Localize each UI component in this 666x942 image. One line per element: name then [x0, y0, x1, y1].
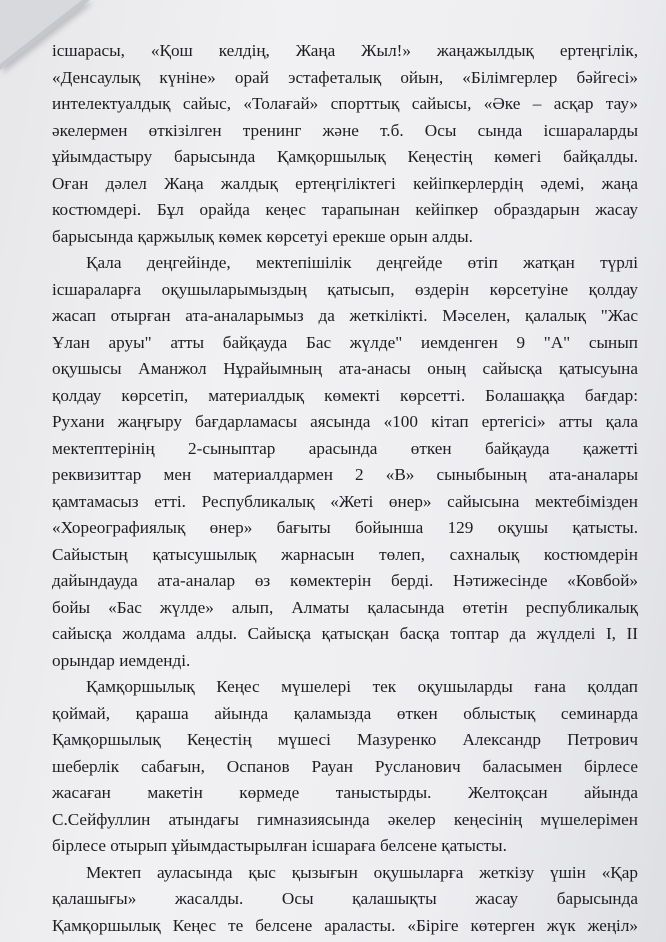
text-line: Оған дәлел Жаңа жалдық ертеңгіліктегі кейіпкерлердің әдемі, жаңа — [52, 173, 638, 193]
text-line: барысында қаржылық көмек көрсетуі ерекше орын алды. — [52, 226, 473, 246]
text-line: «Денсаулық күніне» орай эстафеталық ойын, «Білімгерлер бәйгесі» — [52, 67, 638, 87]
text-line: реквизиттар мен материалдармен 2 «В» сыныбының ата-аналары — [52, 465, 638, 484]
text-line: костюмдері. Бұл орайда кеңес тарапынан кейіпкер образдарын жасау — [52, 200, 638, 219]
text-line: С.Сейфуллин атындағы гимназиясында әкелер кеңесінің мүшелерімен — [52, 809, 638, 829]
paragraph-2 — [52, 250, 638, 674]
text-line: Ұлан аруы" атты байқауда Бас жүлде" иемденген 9 "А" сынып — [52, 332, 638, 352]
folded-corner-inner — [0, 0, 82, 64]
document-body — [52, 38, 638, 939]
paragraph-3 — [52, 674, 638, 860]
text-line: дайындауда ата-аналар өз көмектерін берді. Нәтижесінде «Ковбой» — [52, 571, 638, 590]
paragraph-1 — [52, 38, 638, 250]
text-line: Қамқоршылық Кеңес мүшелері тек оқушыларды ғана қолдап — [86, 677, 638, 696]
text-line: ұйымдастыру барысында Қамқоршылық Кеңестің көмегі байқалды. — [52, 147, 638, 166]
text-line: Қамқоршылық Кеңес те белсене араласты. «Біріге көтерген жүк жеңіл» — [52, 915, 638, 935]
text-line: мектептерінің 2-сыныптар арасында өткен байқауда қажетті — [52, 438, 638, 458]
text-line: орындар иемденді. — [52, 650, 191, 670]
text-line: «Хореографиялық өнер» бағыты бойынша 129 оқушы қатысты. — [52, 518, 638, 537]
paragraph-4 — [52, 860, 638, 940]
text-line: жасаған макетін көрмеде таныстырды. Желтоқсан айында — [52, 783, 638, 802]
text-line: ісшарасы, «Қош келдің, Жаңа Жыл!» жаңажылдық ертеңгілік, — [52, 41, 638, 60]
text-line: әкелермен өткізілген тренинг және т.б. Осы сында ісшараларды — [52, 120, 638, 140]
text-line: ісшараларға оқушыларымыздың қатысып, өздерін көрсетуіне қолдау — [52, 279, 638, 299]
text-line: интелектуалдық сайыс, «Толағай» спорттық сайысы, «Әке – асқар тау» — [52, 94, 638, 113]
text-line: қолдау көрсетіп, материалдық көмекті көрсетті. Болашаққа бағдар: — [52, 385, 638, 405]
text-line: қоймай, қараша айында қаламызда өткен облыстық семинарда — [52, 703, 638, 723]
text-line: шеберлік сабағын, Оспанов Рауан Русланович баласымен бірлесе — [52, 756, 638, 776]
text-line: бірлесе отырып ұйымдастырылған ісшараға белсене қатысты. — [52, 836, 507, 855]
text-line: Мектеп ауласында қыс қызығын оқушыларға жеткізу үшін «Қар — [86, 862, 638, 882]
text-line: Сайыстың қатысушылық жарнасын төлеп, сахналық костюмдерін — [52, 544, 638, 564]
text-line: бойы «Бас жүлде» алып, Алматы қаласында өтетін республикалық — [52, 597, 638, 617]
text-line: Қала деңгейінде, мектепішілік деңгейде өтіп жатқан түрлі — [86, 253, 638, 272]
text-line: сайысқа жолдама алды. Сайысқа қатысқан басқа топтар да жүлделі I, II — [52, 624, 638, 643]
text-line: қамтамасыз етті. Республикалық «Жеті өнер» сайысына мектебімізден — [52, 491, 638, 511]
text-line: оқушысы Аманжол Нұрайымның ата-анасы оның сайысқа қатысуына — [52, 359, 638, 378]
text-line: жасап отырған ата-аналарымыз да жеткілікті. Мәселен, қалалық "Жас — [52, 306, 638, 325]
text-line: Қамқоршылық Кеңестің мүшесі Мазуренко Александр Петрович — [52, 730, 638, 749]
text-line: қалашығы» жасалды. Осы қалашықты жасау барысында — [52, 889, 638, 908]
text-line: Рухани жаңғыру бағдарламасы аясында «100 кітап ертегісі» атты қала — [52, 412, 638, 431]
